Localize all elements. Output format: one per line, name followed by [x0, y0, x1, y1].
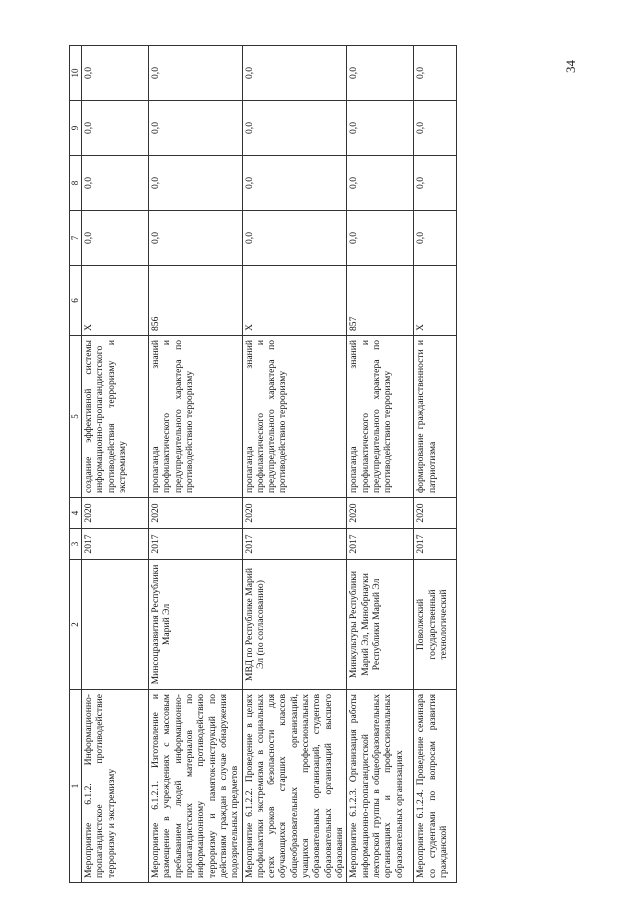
funding-value: 0,0: [82, 101, 149, 156]
end-year: 2020: [347, 498, 414, 529]
expected-result: формирование гражданственности и патриотизма: [414, 336, 457, 498]
budget-code: X: [242, 266, 347, 336]
table-row: [149, 46, 243, 883]
start-year: 2017: [149, 529, 243, 560]
budget-code: X: [414, 266, 457, 336]
responsible-executor: МВД по Республике Марий Эл (по согласованию): [242, 560, 347, 690]
measure-name: Мероприятие 6.1.2.1. Изготовление и размещение в учреждениях с массовым пребыванием людей информационно-пропагандистских материалов по информационному противодействию терроризму и памяток-инструкций по действиям граждан в случае обнаружения подозрительных предметов: [149, 690, 243, 883]
column-header: 1: [70, 690, 82, 883]
expected-result: пропаганда знаний профилактического и предупредительного характера по противодействию терроризму: [149, 336, 243, 498]
funding-value: 0,0: [414, 46, 457, 101]
funding-value: 0,0: [149, 211, 243, 266]
table-row: [82, 46, 149, 883]
start-year: 2017: [82, 529, 149, 560]
page-number: 34: [563, 60, 578, 73]
funding-value: 0,0: [347, 101, 414, 156]
end-year: 2020: [149, 498, 243, 529]
funding-value: 0,0: [347, 211, 414, 266]
responsible-executor: Минсоцразвития Республики Марий Эл: [149, 560, 243, 690]
funding-value: 0,0: [242, 101, 347, 156]
column-header: 5: [70, 336, 82, 498]
start-year: 2017: [414, 529, 457, 560]
responsible-executor: Минкультуры Республики Марий Эл, Минобрнауки Республики Марий Эл: [347, 560, 414, 690]
start-year: 2017: [242, 529, 347, 560]
funding-value: 0,0: [414, 211, 457, 266]
funding-value: 0,0: [82, 211, 149, 266]
expected-result: создание эффективной системы информационно-пропагандистского противодействия терроризму и экстремизму: [82, 336, 149, 498]
measure-name: Мероприятие 6.1.2.4. Проведение семинара со студентами по вопросам развития гражданской: [414, 690, 457, 883]
table-row: [347, 46, 414, 883]
measure-name: Мероприятие 6.1.2.2. Проведение в целях профилактики экстремизма в социальных сетях уроков безопасности для обучающихся старших классов общеобразовательных организаций, учащихся профессиональных образовательных организаций, студентов образовательных организаций высшего образования: [242, 690, 347, 883]
funding-value: 0,0: [242, 211, 347, 266]
funding-value: 0,0: [414, 156, 457, 211]
funding-value: 0,0: [149, 101, 243, 156]
end-year: 2020: [414, 498, 457, 529]
measure-name: Мероприятие 6.1.2.3. Организация работы информационно-пропагандистской лекторской группы в общеобразовательных организациях и профессиональных образовательных организациях: [347, 690, 414, 883]
budget-code: 856: [149, 266, 243, 336]
table-header-row: [70, 46, 82, 883]
table-row: [242, 46, 347, 883]
funding-value: 0,0: [149, 156, 243, 211]
table-row: [414, 46, 457, 883]
expected-result: пропаганда знаний профилактического и предупредительного характера по противодействию терроризму: [242, 336, 347, 498]
column-header: 9: [70, 101, 82, 156]
budget-code: 857: [347, 266, 414, 336]
column-header: 7: [70, 211, 82, 266]
column-header: 2: [70, 560, 82, 690]
responsible-executor: [82, 560, 149, 690]
column-header: 4: [70, 498, 82, 529]
program-measures-table: [69, 45, 457, 883]
column-header: 6: [70, 266, 82, 336]
funding-value: 0,0: [414, 101, 457, 156]
expected-result: пропаганда знаний профилактического и предупредительного характера по противодействию терроризму: [347, 336, 414, 498]
funding-value: 0,0: [347, 46, 414, 101]
end-year: 2020: [242, 498, 347, 529]
funding-value: 0,0: [82, 156, 149, 211]
funding-value: 0,0: [149, 46, 243, 101]
funding-value: 0,0: [242, 156, 347, 211]
end-year: 2020: [82, 498, 149, 529]
budget-code: X: [82, 266, 149, 336]
column-header: 8: [70, 156, 82, 211]
column-header: 10: [70, 46, 82, 101]
funding-value: 0,0: [347, 156, 414, 211]
responsible-executor: Поволжский государственный технологический: [414, 560, 457, 690]
column-header: 3: [70, 529, 82, 560]
start-year: 2017: [347, 529, 414, 560]
measure-name: Мероприятие 6.1.2. Информационно-пропагандистское противодействие терроризму и экстремизму: [82, 690, 149, 883]
funding-value: 0,0: [82, 46, 149, 101]
funding-value: 0,0: [242, 46, 347, 101]
